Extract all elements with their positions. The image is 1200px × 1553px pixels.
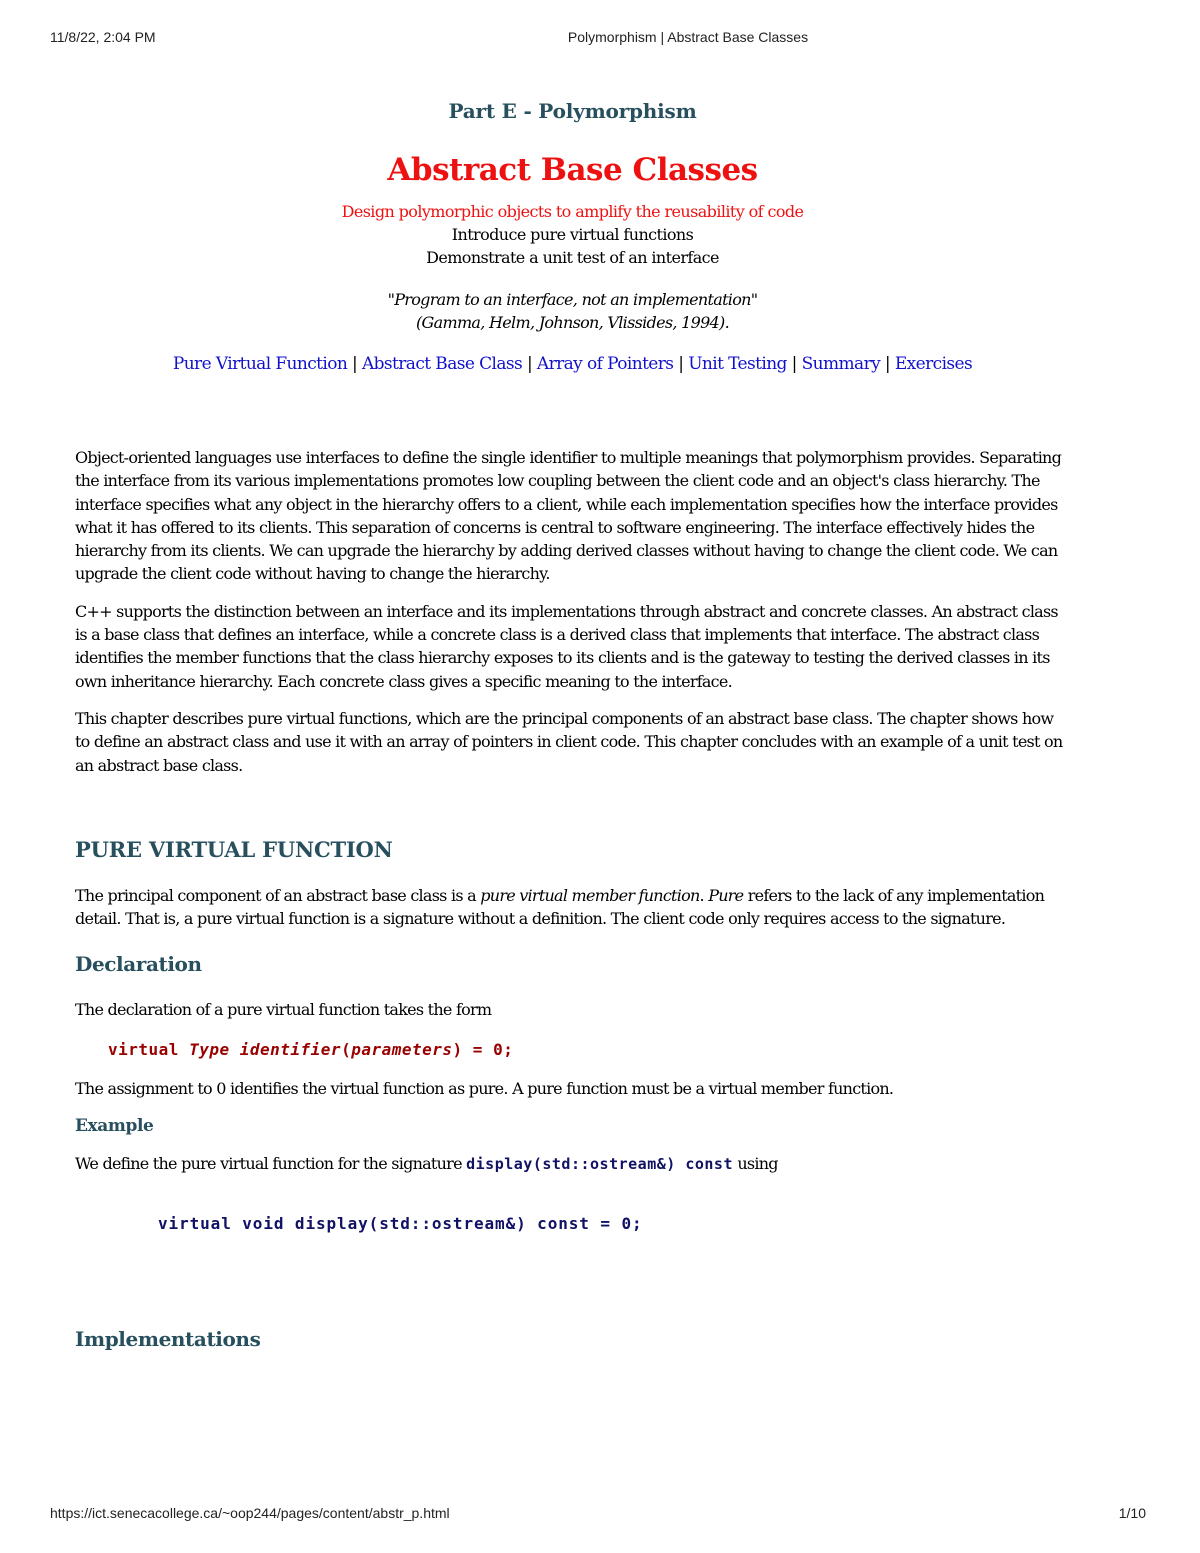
code-example: virtual void display(std::ostream&) const = 0; xyxy=(158,1214,643,1234)
learning-outcomes xyxy=(75,200,1070,269)
intro-paragraph: Object-oriented languages use interfaces to define the single identifier to multiple meanings that polymorphism provides. Separating the interface from its various implementations promotes low coupling between the client code and an object's class hierarchy. The interface specifies what any object in the hierarchy offers to a client, while each implementation specifies how the interface provides what it has offered to its clients. This separation of concerns is central to software engineering. The interface effectively hides the hierarchy from its clients. We can upgrade the hierarchy by adding derived classes without having to change the client code. We can upgrade the client code without having to change the hierarchy. xyxy=(75,448,1062,584)
toc-link-summary[interactable]: Summary xyxy=(801,354,881,374)
print-datetime: 11/8/22, 2:04 PM xyxy=(50,29,156,45)
page-header xyxy=(75,96,1070,376)
toc-link-pure-virtual-function[interactable]: Pure Virtual Function xyxy=(172,354,348,374)
introduction xyxy=(75,446,1070,777)
print-page-number: 1/10 xyxy=(1118,1505,1146,1521)
code-placeholder: Type xyxy=(189,1039,230,1059)
subtitle-design: Design polymorphic objects to amplify the reusability of code xyxy=(341,202,804,221)
code-punct: ) = 0; xyxy=(452,1039,514,1059)
toc-separator: | xyxy=(347,354,362,374)
intro-paragraph: C++ supports the distinction between an interface and its implementations through abstract and concrete classes. An abstract class is a base class that defines an interface, while a concrete class is a derived class that implements that interface. The abstract class identifies the member functions that the class hierarchy exposes to its clients and is the gateway to testing the derived classes in its own inheritance hierarchy. Each concrete class gives a specific meaning to the interface. xyxy=(75,601,1058,691)
toc-link-unit-testing[interactable]: Unit Testing xyxy=(688,354,787,374)
example-intro xyxy=(75,1152,1070,1176)
print-header xyxy=(0,29,1200,49)
print-footer xyxy=(0,1505,1200,1525)
subsection-title-implementations: Implementations xyxy=(75,1327,261,1352)
emphasis: Pure xyxy=(708,885,744,905)
toc-link-array-of-pointers[interactable]: Array of Pointers xyxy=(536,354,674,374)
print-url: https://ict.senecacollege.ca/~oop244/pages/content/abstr_p.html xyxy=(50,1505,450,1521)
code-keyword: virtual xyxy=(108,1039,190,1059)
subtitle-introduce: Introduce pure virtual functions xyxy=(451,225,694,244)
declaration-intro: The declaration of a pure virtual function takes the form xyxy=(75,1000,492,1020)
code-placeholder: parameters xyxy=(351,1039,453,1059)
quote-text: "Program to an interface, not an implementation" xyxy=(387,290,758,309)
table-of-contents xyxy=(75,353,1070,376)
emphasis: pure virtual member function xyxy=(480,885,700,905)
quote-source: (Gamma, Helm, Johnson, Vlissides, 1994). xyxy=(416,313,729,332)
pvf-paragraph xyxy=(75,884,1070,931)
toc-link-abstract-base-class[interactable]: Abstract Base Class xyxy=(361,354,523,374)
declaration-syntax xyxy=(108,1040,1070,1059)
toc-separator: | xyxy=(786,354,802,374)
part-title: Part E - Polymorphism xyxy=(448,99,697,123)
intro-paragraph: This chapter describes pure virtual functions, which are the principal components of an abstract base class. The chapter shows how to define an abstract class and use it with an array of pointers in client code. This chapter concludes with an example of a unit test on an abstract base class. xyxy=(75,708,1063,775)
quote-block xyxy=(75,288,1070,334)
subsection-title-declaration: Declaration xyxy=(75,952,202,977)
toc-separator: | xyxy=(880,354,895,374)
toc-link-exercises[interactable]: Exercises xyxy=(894,354,973,374)
text-run: The principal component of an abstract base class is a xyxy=(75,885,481,905)
toc-separator: | xyxy=(673,354,689,374)
assignment-note: The assignment to 0 identifies the virtual function as pure. A pure function must be a virtual member function. xyxy=(75,1078,894,1098)
text-run: refers to the lack of any implementation detail. That is, a pure virtual function is a signature without a definition. The client code only requires access to the signature. xyxy=(75,885,1045,929)
code-punct: ( xyxy=(341,1039,352,1059)
text-run: . xyxy=(699,885,709,905)
toc-separator: | xyxy=(522,354,537,374)
code-placeholder: identifier xyxy=(239,1039,342,1059)
text-run: We define the pure virtual function for the signature xyxy=(75,1154,467,1174)
subtitle-demonstrate: Demonstrate a unit test of an interface xyxy=(426,248,719,267)
page-content xyxy=(75,96,1070,1373)
example-title: Example xyxy=(75,1116,154,1137)
print-page-title: Polymorphism | Abstract Base Classes xyxy=(567,29,809,45)
inline-code: display(std::ostream&) const xyxy=(466,1155,733,1174)
page-title: Abstract Base Classes xyxy=(387,152,758,188)
text-run: using xyxy=(733,1154,778,1174)
section-title-pure-virtual-function: PURE VIRTUAL FUNCTION xyxy=(75,836,393,862)
